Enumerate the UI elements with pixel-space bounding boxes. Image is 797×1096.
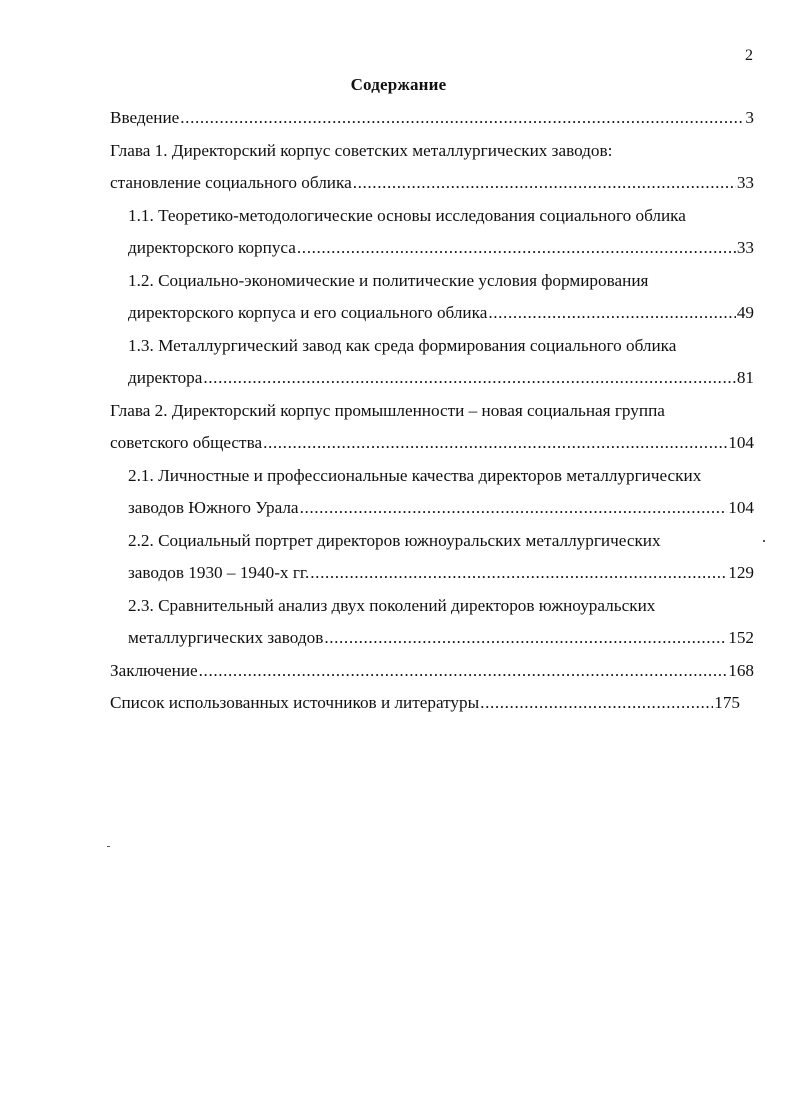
toc-section-2-2-line1: 2.2. Социальный портрет директоров южноуральских металлургических — [128, 530, 661, 550]
toc-entry-page: 49 — [736, 303, 754, 322]
dot-leader — [297, 234, 736, 262]
toc-entry-page: 175 — [714, 693, 740, 712]
toc-chapter-2-line1: Глава 2. Директорский корпус промышленности – новая социальная группа — [110, 400, 665, 420]
dot-leader — [488, 299, 735, 327]
toc-entry-title: директора — [128, 368, 203, 387]
table-of-contents — [110, 104, 754, 722]
toc-entry-page: 129 — [728, 563, 754, 582]
dot-leader — [310, 559, 727, 587]
toc-entry-title: Список использованных источников и литературы — [110, 693, 480, 712]
toc-section-2-1-line1: 2.1. Личностные и профессиональные качества директоров металлургических — [128, 465, 702, 485]
toc-entry-title: заводов 1930 – 1940-х гг. — [128, 563, 310, 582]
page-number: 2 — [745, 47, 753, 64]
scan-speck — [763, 540, 765, 542]
dot-leader — [263, 429, 727, 457]
toc-entry-title: заводов Южного Урала — [128, 498, 299, 517]
toc-entry-page: 81 — [736, 368, 754, 387]
dot-leader — [324, 624, 727, 652]
toc-entry-title: директорского корпуса — [128, 238, 296, 257]
toc-entry-title: Заключение — [110, 660, 198, 680]
toc-section-1-1-line1: 1.1. Теоретико-методологические основы исследования социального облика — [128, 205, 686, 225]
dot-leader — [353, 169, 736, 197]
toc-entry-section-1-3[interactable] — [110, 364, 754, 397]
dot-leader — [203, 364, 735, 392]
toc-chapter-1-line1: Глава 1. Директорский корпус советских металлургических заводов: — [110, 140, 613, 160]
toc-entry-page: 33 — [736, 238, 754, 257]
toc-title: Содержание — [350, 75, 447, 94]
toc-entry-title: металлургических заводов — [128, 628, 324, 647]
toc-entry-title: становление социального облика — [110, 173, 352, 192]
toc-entry-section-2-3[interactable] — [110, 624, 754, 657]
toc-section-1-3-line1: 1.3. Металлургический завод как среда формирования социального облика — [128, 335, 677, 355]
toc-entry-references[interactable] — [110, 689, 740, 722]
dot-leader — [180, 104, 744, 132]
toc-entry-section-1-2[interactable] — [110, 299, 754, 332]
toc-entry-section-2-1[interactable] — [110, 494, 754, 527]
dot-leader — [199, 657, 728, 685]
toc-entry-chapter-2[interactable] — [110, 429, 754, 462]
toc-entry-page: 152 — [728, 628, 754, 647]
toc-entry-page: 104 — [728, 498, 754, 517]
toc-entry-page: 104 — [728, 433, 754, 452]
scan-speck — [107, 846, 110, 847]
toc-entry-section-2-2[interactable] — [110, 559, 754, 592]
toc-entry-page: 33 — [736, 173, 754, 192]
toc-entry-section-1-1[interactable] — [110, 234, 754, 267]
toc-section-1-2-line1: 1.2. Социально-экономические и политические условия формирования — [128, 270, 649, 290]
toc-entry-title: советского общества — [110, 433, 263, 452]
toc-section-2-3-line1: 2.3. Сравнительный анализ двух поколений директоров южноуральских — [128, 595, 656, 615]
toc-entry-title: Введение — [110, 108, 180, 127]
toc-entry-title: директорского корпуса и его социального облика — [128, 303, 488, 322]
dot-leader — [480, 689, 713, 717]
dot-leader — [300, 494, 728, 522]
toc-entry-conclusion[interactable] — [110, 657, 754, 690]
toc-entry-introduction[interactable] — [110, 104, 754, 137]
toc-entry-page: 168 — [728, 660, 754, 680]
toc-entry-page: 3 — [745, 108, 754, 127]
toc-entry-chapter-1[interactable] — [110, 169, 754, 202]
